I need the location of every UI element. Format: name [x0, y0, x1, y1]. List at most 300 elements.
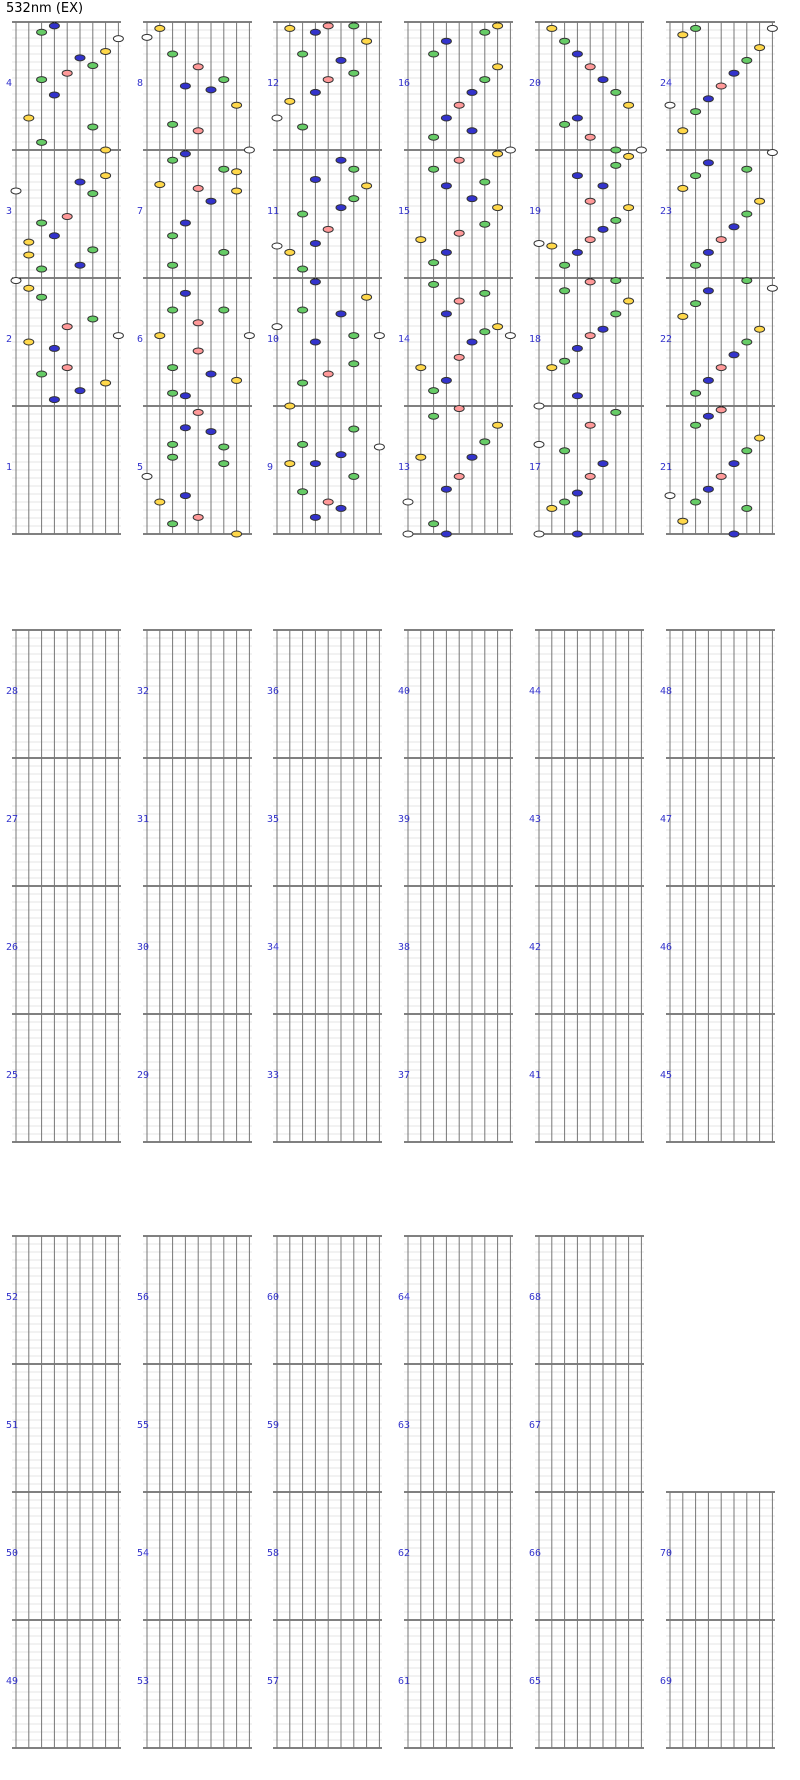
- measure-number: 70: [660, 1548, 673, 1559]
- note: [493, 205, 503, 211]
- note: [691, 390, 701, 396]
- note: [168, 390, 178, 396]
- note: [168, 262, 178, 268]
- note: [168, 51, 178, 57]
- note: [37, 29, 47, 35]
- note: [611, 162, 621, 168]
- note: [729, 352, 739, 358]
- note: [703, 249, 713, 255]
- note: [534, 240, 544, 246]
- note: [467, 339, 477, 345]
- measure-number: 59: [267, 1420, 280, 1431]
- measure-number: 15: [398, 206, 411, 217]
- note: [113, 36, 123, 42]
- note: [767, 150, 777, 156]
- note: [703, 486, 713, 492]
- note: [560, 499, 570, 505]
- note: [101, 48, 111, 54]
- note: [310, 339, 320, 345]
- note: [62, 70, 72, 76]
- note: [155, 333, 165, 339]
- note: [572, 249, 582, 255]
- note: [678, 128, 688, 134]
- note: [24, 339, 34, 345]
- note: [180, 425, 190, 431]
- note: [180, 220, 190, 226]
- measure-number: 46: [660, 942, 673, 953]
- note: [480, 329, 490, 335]
- note: [742, 57, 752, 63]
- measure-number: 30: [137, 942, 150, 953]
- measure-number: 51: [6, 1420, 19, 1431]
- measure-number: 64: [398, 1292, 411, 1303]
- note: [729, 70, 739, 76]
- measure-number: 5: [137, 462, 144, 473]
- measure-number: 32: [137, 686, 150, 697]
- note: [678, 32, 688, 38]
- note: [547, 365, 557, 371]
- note: [493, 422, 503, 428]
- note: [193, 128, 203, 134]
- note: [37, 139, 47, 145]
- note: [298, 380, 308, 386]
- note: [336, 57, 346, 63]
- note: [336, 452, 346, 458]
- note: [336, 157, 346, 163]
- measure-number: 58: [267, 1548, 280, 1559]
- note: [429, 388, 439, 394]
- note: [429, 134, 439, 140]
- measure-number: 60: [267, 1292, 280, 1303]
- note: [168, 365, 178, 371]
- measure-number: 27: [6, 814, 19, 825]
- note: [572, 393, 582, 399]
- measure-number: 33: [267, 1070, 280, 1081]
- note: [441, 486, 451, 492]
- note: [24, 285, 34, 291]
- note: [742, 211, 752, 217]
- note: [560, 358, 570, 364]
- note: [454, 298, 464, 304]
- note: [75, 388, 85, 394]
- measure-number: 21: [660, 462, 673, 473]
- note: [716, 365, 726, 371]
- note: [691, 301, 701, 307]
- note: [113, 333, 123, 339]
- note: [691, 109, 701, 115]
- measure-number: 34: [267, 942, 280, 953]
- note: [572, 490, 582, 496]
- note: [416, 365, 426, 371]
- note: [168, 157, 178, 163]
- measure-number: 3: [6, 206, 13, 217]
- note: [193, 185, 203, 191]
- note: [441, 311, 451, 317]
- note: [755, 435, 765, 441]
- note: [611, 217, 621, 223]
- note: [310, 514, 320, 520]
- note: [232, 377, 242, 383]
- measure-number: 24: [660, 78, 673, 89]
- note: [493, 324, 503, 330]
- measure-number: 17: [529, 462, 542, 473]
- note: [11, 188, 21, 194]
- measure-number: 56: [137, 1292, 150, 1303]
- note: [454, 354, 464, 360]
- note: [349, 361, 359, 367]
- measure-number: 68: [529, 1292, 542, 1303]
- note: [232, 188, 242, 194]
- note: [62, 214, 72, 220]
- note: [310, 240, 320, 246]
- note: [37, 77, 47, 83]
- note: [560, 288, 570, 294]
- measure-number: 20: [529, 78, 542, 89]
- note: [678, 185, 688, 191]
- note: [49, 23, 59, 29]
- note: [206, 429, 216, 435]
- note: [534, 403, 544, 409]
- note: [505, 147, 515, 153]
- note: [362, 38, 372, 44]
- measure-number: 49: [6, 1676, 19, 1687]
- measure-number: 69: [660, 1676, 673, 1687]
- note: [742, 278, 752, 284]
- note: [585, 64, 595, 70]
- note: [349, 333, 359, 339]
- note: [11, 278, 21, 284]
- measure-number: 11: [267, 206, 280, 217]
- note: [374, 444, 384, 450]
- measure-number: 26: [6, 942, 19, 953]
- measure-number: 48: [660, 686, 673, 697]
- note: [206, 371, 216, 377]
- note: [155, 499, 165, 505]
- note: [572, 173, 582, 179]
- note: [585, 134, 595, 140]
- note: [454, 230, 464, 236]
- note: [219, 166, 229, 172]
- note: [742, 448, 752, 454]
- measure-number: 67: [529, 1420, 542, 1431]
- note: [298, 307, 308, 313]
- measure-number: 25: [6, 1070, 19, 1081]
- note: [244, 333, 254, 339]
- note: [244, 147, 254, 153]
- measure-number: 43: [529, 814, 542, 825]
- note: [323, 371, 333, 377]
- note: [716, 83, 726, 89]
- note: [585, 198, 595, 204]
- measure-number: 41: [529, 1070, 542, 1081]
- note: [755, 45, 765, 51]
- note: [336, 505, 346, 511]
- note: [272, 243, 282, 249]
- note: [180, 83, 190, 89]
- note: [180, 151, 190, 157]
- note: [88, 63, 98, 69]
- note: [323, 77, 333, 83]
- note: [691, 499, 701, 505]
- note: [298, 441, 308, 447]
- measure-number: 1: [6, 462, 13, 473]
- note: [323, 499, 333, 505]
- note: [193, 409, 203, 415]
- note: [493, 64, 503, 70]
- note: [598, 183, 608, 189]
- note: [467, 128, 477, 134]
- note: [636, 147, 646, 153]
- note: [611, 409, 621, 415]
- note: [232, 169, 242, 175]
- measure-number: 7: [137, 206, 144, 217]
- measure-number: 66: [529, 1548, 542, 1559]
- note: [729, 224, 739, 230]
- note: [285, 461, 295, 467]
- note: [572, 345, 582, 351]
- note: [219, 249, 229, 255]
- note: [534, 441, 544, 447]
- note: [168, 121, 178, 127]
- note: [441, 377, 451, 383]
- note: [75, 179, 85, 185]
- note: [467, 454, 477, 460]
- note: [298, 211, 308, 217]
- note: [767, 25, 777, 31]
- measure-number: 13: [398, 462, 411, 473]
- note: [480, 77, 490, 83]
- note: [560, 448, 570, 454]
- measure-number: 16: [398, 78, 411, 89]
- note: [441, 115, 451, 121]
- note: [441, 183, 451, 189]
- measure-number: 14: [398, 334, 411, 345]
- measure-number: 9: [267, 462, 274, 473]
- note: [547, 25, 557, 31]
- note: [505, 333, 515, 339]
- note: [168, 521, 178, 527]
- note: [429, 260, 439, 266]
- note: [37, 220, 47, 226]
- note: [180, 493, 190, 499]
- note: [560, 262, 570, 268]
- measure-number: 53: [137, 1676, 150, 1687]
- note: [88, 247, 98, 253]
- note: [155, 25, 165, 31]
- note: [285, 403, 295, 409]
- note: [180, 290, 190, 296]
- note: [310, 89, 320, 95]
- note: [24, 239, 34, 245]
- note: [691, 25, 701, 31]
- note: [193, 320, 203, 326]
- measure-number: 52: [6, 1292, 19, 1303]
- note: [349, 70, 359, 76]
- note: [493, 23, 503, 29]
- note: [678, 313, 688, 319]
- measure-number: 28: [6, 686, 19, 697]
- note: [88, 124, 98, 130]
- measure-number: 63: [398, 1420, 411, 1431]
- note: [493, 151, 503, 157]
- measure-number: 10: [267, 334, 280, 345]
- measure-number: 8: [137, 78, 144, 89]
- note: [336, 205, 346, 211]
- note: [298, 266, 308, 272]
- measure-number: 37: [398, 1070, 411, 1081]
- note: [272, 324, 282, 330]
- note: [716, 473, 726, 479]
- note: [598, 77, 608, 83]
- note: [729, 461, 739, 467]
- note: [75, 55, 85, 61]
- note: [767, 285, 777, 291]
- measure-number: 61: [398, 1676, 411, 1687]
- measure-number: 36: [267, 686, 280, 697]
- measure-number: 57: [267, 1676, 280, 1687]
- note: [598, 461, 608, 467]
- note: [534, 531, 544, 537]
- note: [374, 333, 384, 339]
- note: [310, 461, 320, 467]
- note: [285, 249, 295, 255]
- note: [193, 348, 203, 354]
- note: [142, 473, 152, 479]
- note: [336, 311, 346, 317]
- measure-number: 38: [398, 942, 411, 953]
- measure-number: 47: [660, 814, 673, 825]
- measure-number: 12: [267, 78, 280, 89]
- measure-number: 65: [529, 1676, 542, 1687]
- note: [742, 339, 752, 345]
- note: [441, 531, 451, 537]
- note: [403, 499, 413, 505]
- note: [429, 166, 439, 172]
- measure-number: 39: [398, 814, 411, 825]
- note: [349, 23, 359, 29]
- measure-number: 55: [137, 1420, 150, 1431]
- note: [168, 233, 178, 239]
- note: [285, 25, 295, 31]
- note: [298, 489, 308, 495]
- note: [323, 23, 333, 29]
- note: [349, 196, 359, 202]
- note: [219, 444, 229, 450]
- note: [298, 51, 308, 57]
- note: [362, 294, 372, 300]
- measure-number: 62: [398, 1548, 411, 1559]
- note: [598, 226, 608, 232]
- note: [585, 237, 595, 243]
- note: [678, 518, 688, 524]
- note: [691, 262, 701, 268]
- note: [480, 221, 490, 227]
- note: [155, 182, 165, 188]
- note: [429, 281, 439, 287]
- note: [665, 102, 675, 108]
- note: [547, 505, 557, 511]
- note: [272, 115, 282, 121]
- note: [611, 147, 621, 153]
- note: [480, 290, 490, 296]
- note: [49, 345, 59, 351]
- note: [232, 531, 242, 537]
- note: [429, 51, 439, 57]
- measure-number: 18: [529, 334, 542, 345]
- note: [75, 262, 85, 268]
- note: [168, 454, 178, 460]
- note: [703, 413, 713, 419]
- note: [323, 226, 333, 232]
- note: [206, 87, 216, 93]
- note: [24, 252, 34, 258]
- note: [467, 196, 477, 202]
- measure-number: 23: [660, 206, 673, 217]
- note: [665, 493, 675, 499]
- note: [454, 406, 464, 412]
- note: [49, 92, 59, 98]
- note: [62, 324, 72, 330]
- note: [547, 243, 557, 249]
- note: [560, 38, 570, 44]
- note: [37, 294, 47, 300]
- note: [480, 29, 490, 35]
- note: [572, 115, 582, 121]
- note: [624, 298, 634, 304]
- note: [572, 51, 582, 57]
- measure-number: 42: [529, 942, 542, 953]
- note: [101, 147, 111, 153]
- note: [454, 102, 464, 108]
- note: [703, 160, 713, 166]
- note: [441, 38, 451, 44]
- note: [598, 326, 608, 332]
- note: [310, 176, 320, 182]
- note: [101, 173, 111, 179]
- note: [193, 514, 203, 520]
- note: [88, 191, 98, 197]
- measure-number: 29: [137, 1070, 150, 1081]
- note: [742, 166, 752, 172]
- note: [441, 249, 451, 255]
- note: [624, 102, 634, 108]
- note: [37, 266, 47, 272]
- note: [37, 371, 47, 377]
- note: [454, 473, 464, 479]
- note: [585, 333, 595, 339]
- note: [480, 439, 490, 445]
- note: [285, 98, 295, 104]
- note: [168, 307, 178, 313]
- measure-number: 2: [6, 334, 13, 345]
- note: [703, 96, 713, 102]
- note: [611, 89, 621, 95]
- note: [729, 531, 739, 537]
- note: [454, 157, 464, 163]
- chart-title: 532nm (EX): [6, 1, 84, 16]
- note: [142, 34, 152, 40]
- measure-number: 6: [137, 334, 144, 345]
- note: [624, 153, 634, 159]
- note: [416, 237, 426, 243]
- note: [310, 29, 320, 35]
- note: [49, 233, 59, 239]
- note: [298, 124, 308, 130]
- measure-number: 50: [6, 1548, 19, 1559]
- note: [480, 179, 490, 185]
- note: [49, 397, 59, 403]
- note: [742, 505, 752, 511]
